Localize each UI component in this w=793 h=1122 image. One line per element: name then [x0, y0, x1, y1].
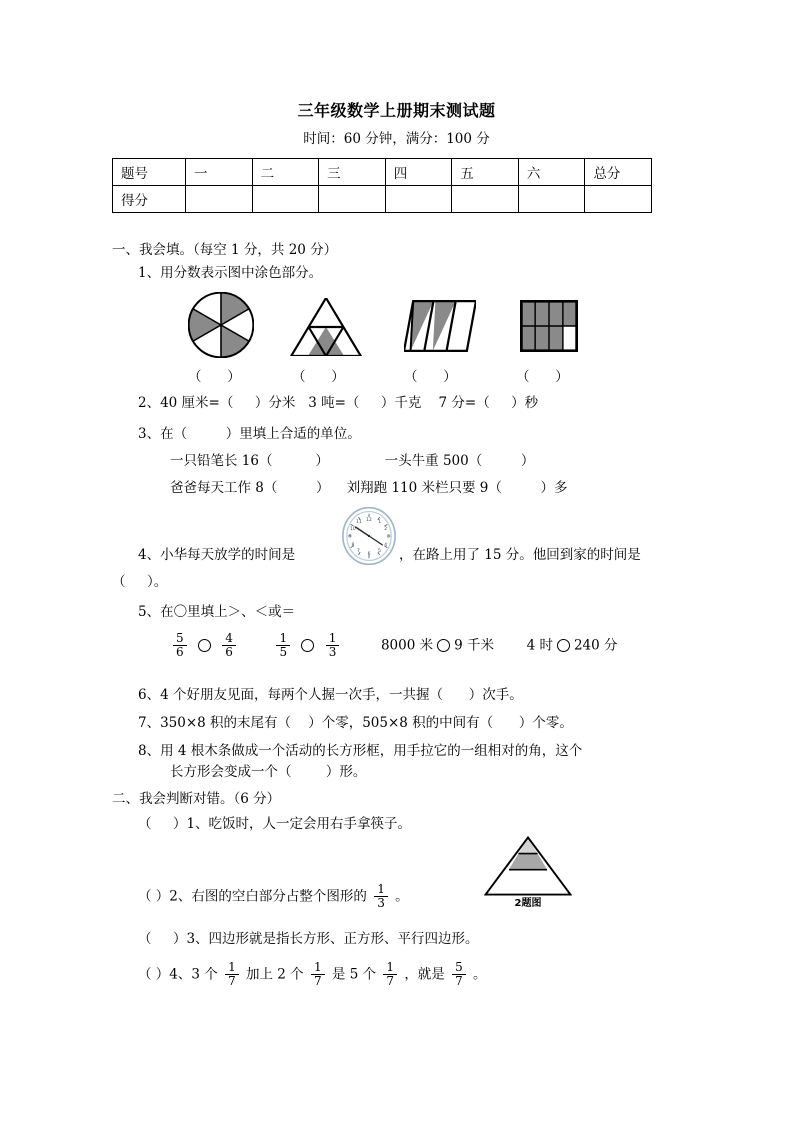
- question-2-1[interactable]: （ ）1、吃饭时，人一定会用右手拿筷子。: [138, 816, 412, 832]
- question-1-5-compare-row: [170, 633, 618, 659]
- fraction-4-6: $\frac{4}{6}$: [222, 632, 236, 658]
- fraction-5-6: $\frac{5}{6}$: [173, 632, 187, 658]
- question-1-4-before: 4、小华每天放学的时间是: [138, 547, 296, 563]
- score-cell-5[interactable]: [452, 186, 519, 213]
- svg-text:9: 9: [348, 534, 352, 540]
- svg-text:7: 7: [357, 549, 360, 555]
- table-cell-col-total: 总分: [585, 159, 652, 186]
- table-cell-col-5: 五: [452, 159, 519, 186]
- score-table: [112, 158, 652, 213]
- score-cell-total[interactable]: [585, 186, 652, 213]
- blank-figure-4[interactable]: （ ）: [516, 369, 569, 385]
- table-cell-col-1: 一: [186, 159, 253, 186]
- fraction-1-7-a: $\frac{1}{7}$: [225, 961, 239, 987]
- fraction-1-7-b: $\frac{1}{7}$: [311, 961, 325, 987]
- fraction-1-3: $\frac{1}{3}$: [326, 632, 340, 658]
- blank-figure-3[interactable]: （ ）: [404, 369, 457, 385]
- figure-circle-six-sectors: [188, 292, 254, 362]
- fraction-1-7-c: $\frac{1}{7}$: [383, 961, 397, 987]
- table-cell-col-4: 四: [385, 159, 452, 186]
- compare-4-left: 4 时: [526, 637, 553, 654]
- q2-4-part5: 。: [473, 966, 487, 983]
- fraction-figures-row: [112, 292, 672, 364]
- question-1-6: 6、4 个好朋友见面，每两个人握一次手，一共握（ ）次手。: [138, 687, 523, 703]
- svg-text:5: 5: [378, 549, 381, 555]
- svg-text:11: 11: [356, 520, 362, 526]
- figure-caption-2: 2题图: [514, 898, 542, 909]
- q2-4-part3: 是 5 个: [331, 966, 377, 983]
- table-cell-col-2: 二: [252, 159, 319, 186]
- compare-blank-3[interactable]: [437, 639, 450, 652]
- figure-triangle-four-parts: [288, 298, 364, 360]
- table-cell-col-3: 三: [319, 159, 386, 186]
- page-title: 三年级数学上册期末测试题: [297, 101, 496, 120]
- fraction-1-5: $\frac{1}{5}$: [276, 632, 290, 658]
- question-1-8-line2: 长方形会变成一个（ ）形。: [170, 764, 367, 780]
- question-2-2-after: 。: [395, 888, 409, 905]
- q2-4-part4: ，就是: [404, 966, 445, 983]
- table-row-score: [113, 186, 652, 213]
- svg-text:12: 12: [366, 518, 372, 523]
- section2-heading: 二、我会判断对错。（6 分）: [112, 791, 281, 807]
- svg-text:4: 4: [384, 543, 388, 548]
- question-1-4-blank[interactable]: （ ）。: [112, 574, 168, 590]
- question-1-4-after: ，在路上用了 15 分。他回到家的时间是: [399, 547, 641, 563]
- table-cell-label-得分: 得分: [113, 186, 186, 213]
- compare-blank-1[interactable]: [198, 639, 211, 652]
- analog-clock-icon: [341, 506, 397, 570]
- svg-text:2: 2: [384, 526, 388, 532]
- question-2-4[interactable]: [138, 962, 487, 988]
- score-cell-2[interactable]: [252, 186, 319, 213]
- svg-text:10: 10: [350, 526, 356, 532]
- compare-3-right: 9 千米: [454, 637, 494, 654]
- q2-4-part1: （ ）4、3 个: [138, 966, 218, 983]
- svg-text:6: 6: [367, 551, 371, 557]
- fraction-5-7: $\frac{5}{7}$: [452, 961, 466, 987]
- question-1-3-lead: 3、在（ ）里填上合适的单位。: [138, 426, 361, 442]
- figure-square-eight-cells: [520, 300, 578, 356]
- compare-blank-2[interactable]: [301, 639, 314, 652]
- score-cell-1[interactable]: [186, 186, 253, 213]
- score-cell-3[interactable]: [319, 186, 386, 213]
- compare-blank-4[interactable]: [557, 639, 570, 652]
- compare-3-left: 8000 米: [380, 637, 434, 654]
- section1-heading: 一、我会填。（每空 1 分，共 20 分）: [112, 242, 338, 258]
- question-1-8-line1: 8、用 4 根木条做成一个活动的长方形框，用手拉它的一组相对的角，这个: [138, 743, 583, 759]
- fraction-1-3-q2: $\frac{1}{3}$: [374, 883, 388, 909]
- table-cell-col-6: 六: [518, 159, 585, 186]
- svg-text:3: 3: [387, 534, 390, 540]
- compare-4-right: 240 分: [573, 637, 618, 654]
- question-1-1-text: 1、用分数表示图中涂色部分。: [138, 265, 323, 281]
- figure-triangle-three-bands: [484, 836, 572, 900]
- figure-parallelogram-six-triangles: [404, 298, 476, 358]
- blank-figure-2[interactable]: （ ）: [292, 369, 345, 385]
- question-1-2: 2、40 厘米=（ ）分米 3 吨=（ ）千克 7 分=（ ）秒: [138, 395, 539, 411]
- question-2-3[interactable]: （ ）3、四边形就是指长方形、正方形、平行四边形。: [138, 931, 479, 947]
- blank-figure-1[interactable]: （ ）: [188, 369, 241, 385]
- table-cell-label-题号: 题号: [113, 159, 186, 186]
- figure-answer-blanks: [112, 365, 672, 385]
- question-2-2-before: （ ）2、右图的空白部分占整个图形的: [138, 888, 367, 905]
- question-1-3-line1: 一只铅笔长 16（ ） 一头牛重 500（ ）: [170, 453, 535, 469]
- q2-4-part2: 加上 2 个: [246, 966, 304, 983]
- question-2-2[interactable]: [138, 884, 409, 910]
- svg-text:8: 8: [351, 543, 355, 548]
- page-subtitle: 时间：60 分钟，满分：100 分: [303, 131, 490, 147]
- question-1-3-line2: 爸爸每天工作 8（ ） 刘翔跑 110 米栏只要 9（ ）多: [170, 480, 568, 496]
- question-1-5-lead: 5、在〇里填上＞、＜或＝: [138, 604, 296, 620]
- table-row-header: [113, 159, 652, 186]
- score-cell-4[interactable]: [385, 186, 452, 213]
- question-1-7: 7、350×8 积的末尾有（ ）个零，505×8 积的中间有（ ）个零。: [138, 715, 573, 731]
- svg-text:1: 1: [378, 520, 381, 526]
- score-cell-6[interactable]: [518, 186, 585, 213]
